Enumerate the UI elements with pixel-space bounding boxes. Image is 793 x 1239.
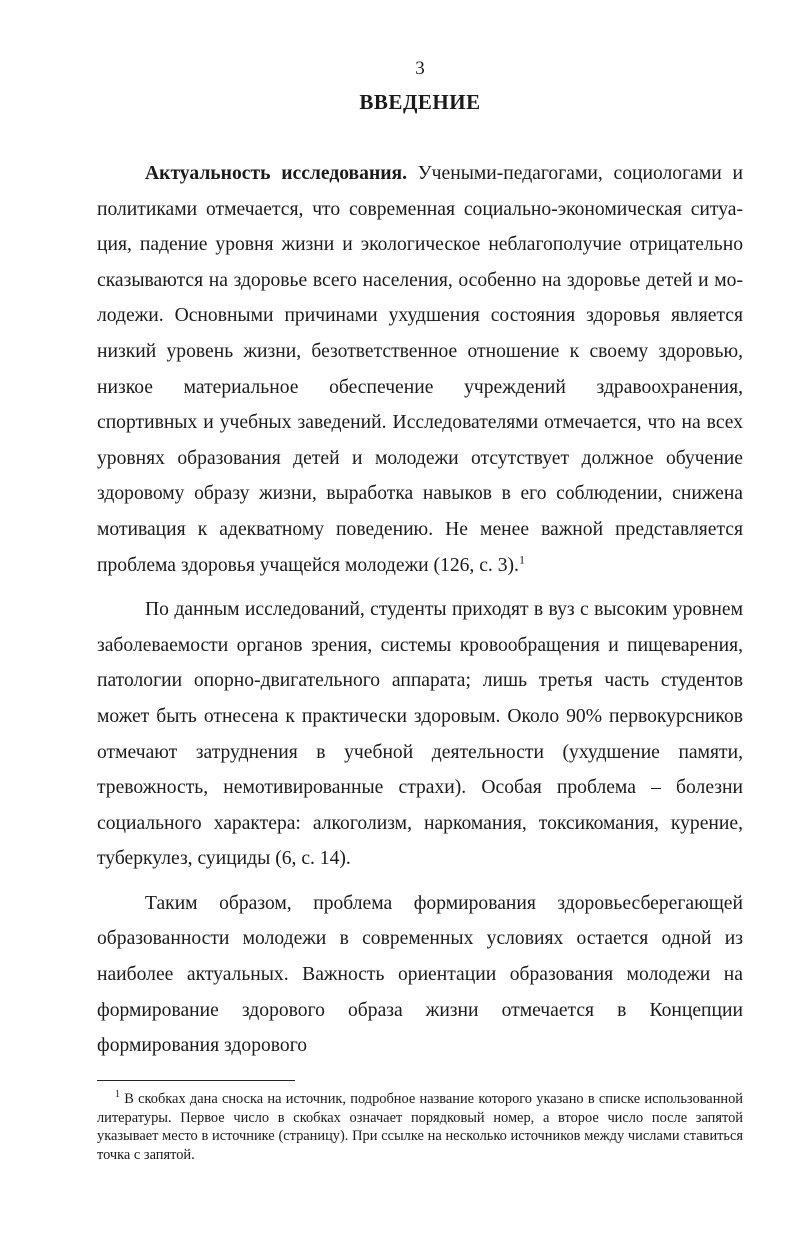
footnote-mark: 1 — [115, 1089, 120, 1101]
paragraph-text: Учеными-педагогами, социологами и политиками отмечается, что современная социально-экономическая ситуация, падение уровня жизни и экологическое неблагополучие отрицательно сказываются на здоровье всего населения, особенно на здоровье детей и молодежи. Основными причинами ухудшения состояния здоровья является низкий уровень жизни, безответственное отношение к своему здоровью, низкое материальное обеспечение учреждений здравоохранения, спортивных и учебных заведений. Исследователями отмечается, что на всех уровнях образования детей и молодежи отсутствует должное обучение здоровому образу жизни, выработка навыков в его соблюдении, снижена мотивация к адекватному поведению. Не менее важной представляется проблема здоровья учащейся молодежи (126, с. 3). — [97, 163, 743, 576]
page-number: 3 — [415, 58, 425, 79]
paragraph-text: Таким образом, проблема формирования здоровьесберегающей образованности молодежи в современных условиях остается одной из наиболее актуальных. Важность ориентации образования молодежи на формирование здорового образа жизни отмечается в Концепции формирования здорового — [97, 892, 743, 1057]
footnote-reference: 1 — [518, 552, 525, 566]
paragraph-text: По данным исследований, студенты приходят в вуз с высоким уровнем заболеваемости органов зрения, системы кровообращения и пищеварения, патологии опорно-двигательного аппарата; лишь третья часть студентов может быть отнесена к практически здоровым. Около 90% первокурсников отмечают затруднения в учебной деятельности (ухудшение памяти, тревожность, немотивированные страхи). Особая проблема – болезни социального характера: алкоголизм, наркомания, токсикомания, курение, туберкулез, суициды (6, с. 14). — [97, 599, 743, 870]
body-text — [97, 156, 743, 1073]
footnote — [97, 1090, 743, 1164]
footnote-separator — [97, 1080, 295, 1081]
footnote-text: В скобках дана сноска на источник, подробное название которого указано в списке использованной литературы. Первое число в скобках означает порядковый номер, а второе число после запятой указывает место в источнике (страницу). При ссылке на несколько источников между числами ставиться точка с запятой. — [97, 1091, 743, 1163]
paragraph-relevance — [97, 156, 743, 583]
paragraph-lead: Актуальность исследования. — [145, 163, 408, 184]
paragraph-research-data — [97, 592, 743, 877]
paragraph-conclusion — [97, 886, 743, 1064]
section-heading: ВВЕДЕНИЕ — [359, 90, 481, 114]
